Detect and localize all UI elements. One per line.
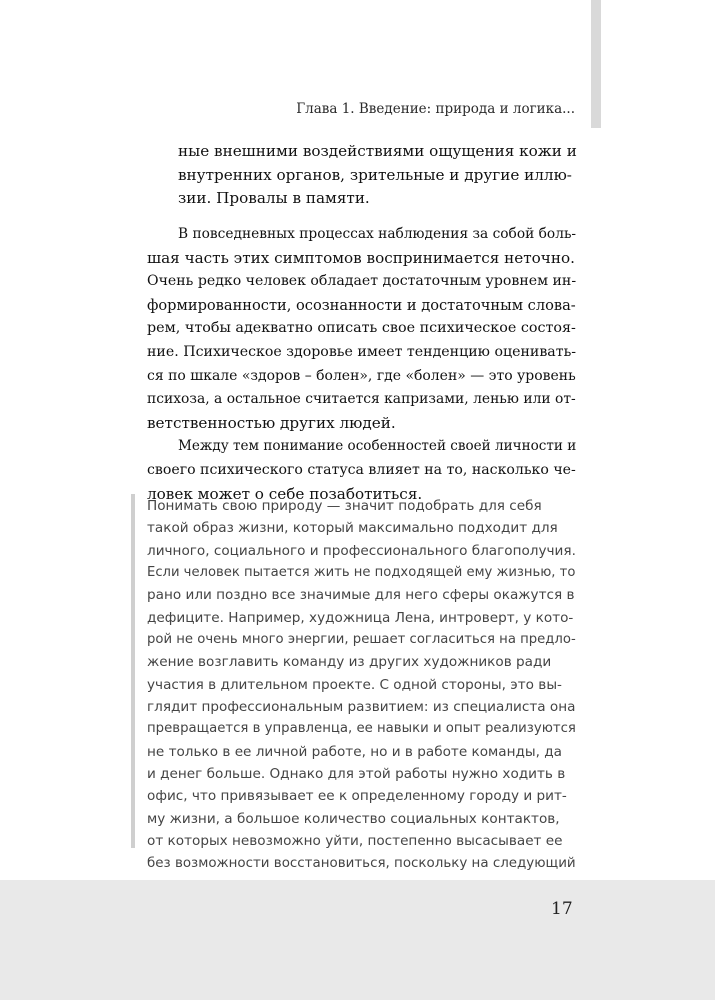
quote-line: офис, что привязывает ее к определенному городу и рит- <box>147 788 567 805</box>
body-paragraphs <box>147 223 578 506</box>
quote-line: глядит профессиональным развитием: из специалиста она <box>147 699 576 716</box>
text-line: Очень редко человек обладает достаточным уровнем ин- <box>147 273 577 290</box>
page-edge-tab <box>591 0 601 128</box>
quote-line: такой образ жизни, который максимально подходит для <box>147 520 558 537</box>
text-line: ловек может о себе позаботиться. <box>147 484 423 503</box>
text-line: ся по шкале «здоров – болен», где «болен» — это уровень <box>147 367 576 384</box>
quote-line: дефиците. Например, художница Лена, интроверт, у кото- <box>147 609 574 626</box>
text-line: ветственностью других людей. <box>147 413 396 432</box>
footer-band <box>0 880 715 1000</box>
text-line: рем, чтобы адекватно описать свое психическое состоя- <box>147 320 576 337</box>
quote-line: Если человек пытается жить не подходящей ему жизнью, то <box>147 565 576 581</box>
quote-line: му жизни, а большое количество социальных контактов, <box>147 810 560 827</box>
text-line: ние. Психическое здоровье имеет тенденцию оценивать- <box>147 343 577 360</box>
quote-line: и денег больше. Однако для этой работы нужно ходить в <box>147 766 566 783</box>
quote-line: рано или поздно все значимые для него сферы окажутся в <box>147 587 575 604</box>
quote-line: от которых невозможно уйти, постепенно высасывает ее <box>147 833 563 850</box>
quote-line: Понимать свою природу — значит подобрать для себя <box>147 498 542 514</box>
quote-line: рой не очень много энергии, решает согласиться на предло- <box>147 632 576 648</box>
continuation-paragraph <box>147 140 578 211</box>
quote-line: без возможности восстановиться, поскольку на следующий <box>147 855 576 871</box>
text-line: своего психического статуса влияет на то, насколько че- <box>147 461 576 478</box>
quote-line: не только в ее личной работе, но и в работе команды, да <box>147 743 563 760</box>
text-line: шая часть этих симптомов воспринимается неточно. <box>147 248 575 267</box>
quote-bar <box>131 494 135 848</box>
quote-line: превращается в управленца, ее навыки и опыт реализуются <box>147 721 576 737</box>
text-line: Между тем понимание особенностей своей личности и <box>178 438 577 455</box>
page-number: 17 <box>551 899 573 919</box>
quote-block <box>147 495 578 875</box>
text-line: формированности, осознанности и достаточным слова- <box>147 296 576 314</box>
quote-line: жение возглавить команду из других художников ради <box>147 654 552 671</box>
text-line: психоза, а остальное считается капризами, ленью или от- <box>147 391 576 408</box>
text-line: ные внешними воздействиями ощущения кожи и <box>178 142 577 160</box>
running-head: Глава 1. Введение: природа и логика... <box>296 101 575 117</box>
text-line: внутренних органов, зрительные и другие иллю- <box>178 165 572 184</box>
text-line: зии. Провалы в памяти. <box>178 189 370 208</box>
text-line: В повседневных процессах наблюдения за собой боль- <box>178 226 577 242</box>
quote-line: личного, социального и профессионального благополучия. <box>147 542 576 559</box>
quote-line: участия в длительном проекте. С одной стороны, это вы- <box>147 676 562 693</box>
